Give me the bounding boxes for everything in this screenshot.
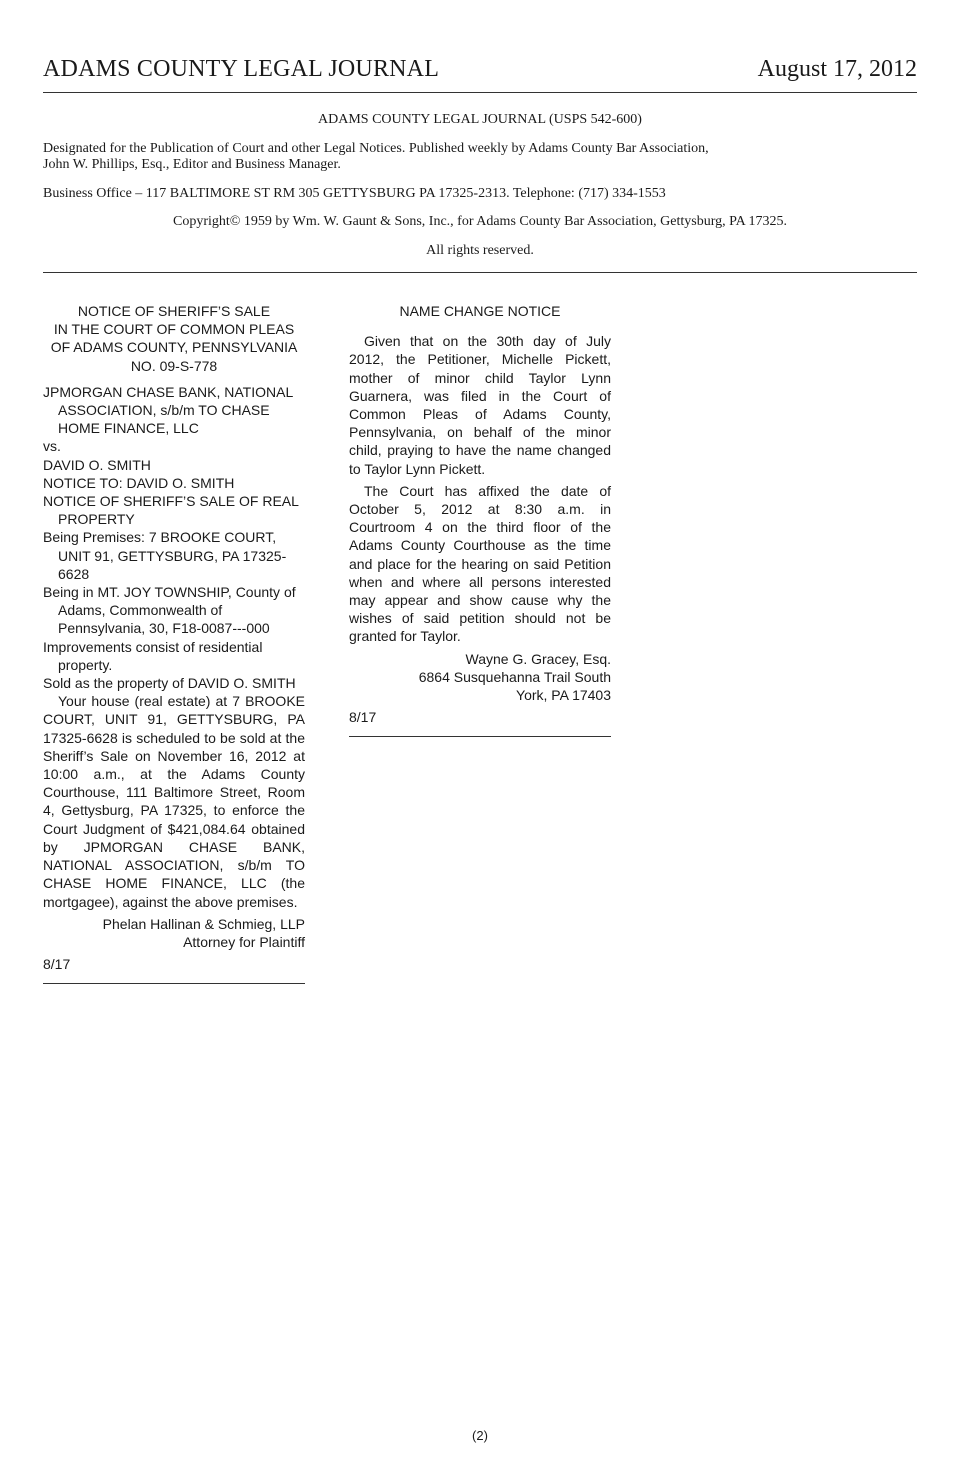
masthead-title: ADAMS COUNTY LEGAL JOURNAL (USPS 542-600) — [318, 112, 642, 127]
business-office: Business Office – 117 BALTIMORE ST RM 305 GETTYSBURG PA 17325-2313. Telephone: (717) 334-1553 — [43, 185, 666, 201]
premises: Being Premises: 7 BROOKE COURT, UNIT 91, GETTYSBURG, PA 17325-6628 — [43, 529, 287, 582]
defendant: DAVID O. SMITH — [43, 456, 151, 473]
page-header — [43, 52, 917, 93]
name-change-paragraph-2: The Court has affixed the date of October 5, 2012 at 8:30 a.m. in Courtroom 4 on the third floor of the Adams County Courthouse as the time and place for the hearing on said Petition when and where all persons interested may appear and show cause why the wishes of said petition should not be granted for Taylor. — [349, 482, 611, 645]
masthead-description-1: Designated for the Publication of Court and other Legal Notices. Published weekly by Adams County Bar Association, — [43, 140, 709, 156]
signature-name: Wayne G. Gracey, Esq. — [465, 650, 611, 667]
page-number: (2) — [472, 1428, 488, 1443]
date-code: 8/17 — [43, 956, 71, 973]
notice-body: Your house (real estate) at 7 BROOKE COURT, UNIT 91, GETTYSBURG, PA 17325-6628 is scheduled to be sold at the Sheriff’s Sale on November 16, 2012 at 10:00 a.m., at the Adams County Courthouse, 111 Baltimore Street, Room 4, Gettysburg, PA 17325, to enforce the Court Judgment of $421,084.64 obtained by JPMORGAN CHASE BANK, NATIONAL ASSOCIATION, s/b/m TO CHASE HOME FINANCE, LLC (the mortgagee), against the above premises. — [43, 693, 305, 910]
name-change-heading: NAME CHANGE NOTICE — [399, 303, 561, 319]
signature-address-1: 6864 Susquehanna Trail South — [418, 668, 611, 685]
improvements: Improvements consist of residential property. — [43, 638, 263, 673]
copyright: Copyright© 1959 by Wm. W. Gaunt & Sons, Inc., for Adams County Bar Association, Gettysburg, PA 17325. — [173, 214, 787, 229]
signature-role: Attorney for Plaintiff — [183, 933, 305, 950]
name-change-paragraph-1: Given that on the 30th day of July 2012, the Petitioner, Michelle Pickett, mother of minor child Taylor Lynn Guarnera, was filed in the Court of Common Pleas of Adams County, Pennsylvania, on behalf of the minor child, praying to have the name changed to Taylor Lynn Pickett. — [349, 333, 611, 477]
masthead-description-2: John W. Phillips, Esq., Editor and Business Manager. — [43, 157, 341, 172]
sold-as: Sold as the property of DAVID O. SMITH — [43, 675, 296, 692]
column-divider — [43, 983, 305, 984]
date-code: 8/17 — [349, 709, 377, 726]
versus: vs. — [43, 438, 61, 455]
column-divider — [349, 736, 611, 737]
name-change-notice — [349, 302, 611, 737]
masthead-divider — [43, 272, 917, 273]
notice-to: NOTICE TO: DAVID O. SMITH — [43, 474, 235, 491]
plaintiff: JPMORGAN CHASE BANK, NATIONAL ASSOCIATION, s/b/m TO CHASE HOME FINANCE, LLC — [43, 383, 293, 437]
sheriff-sale-notice — [43, 302, 305, 984]
county-heading: OF ADAMS COUNTY, PENNSYLVANIA — [50, 339, 298, 356]
signature-firm: Phelan Hallinan & Schmieg, LLP — [102, 915, 305, 932]
notice-heading: NOTICE OF SHERIFF’S SALE — [77, 303, 271, 319]
journal-title: ADAMS COUNTY LEGAL JOURNAL — [43, 56, 440, 82]
issue-date: August 17, 2012 — [757, 56, 917, 82]
rights-reserved: All rights reserved. — [426, 242, 534, 258]
township: Being in MT. JOY TOWNSHIP, County of Adams, Commonwealth of Pennsylvania, 30, F18-0087---000 — [43, 584, 296, 637]
court-heading: IN THE COURT OF COMMON PLEAS — [53, 321, 295, 338]
case-number: NO. 09-S-778 — [130, 357, 218, 374]
signature-address-2: York, PA 17403 — [516, 687, 611, 704]
masthead — [43, 110, 917, 259]
notice-title: NOTICE OF SHERIFF’S SALE OF REAL PROPERTY — [43, 493, 299, 528]
